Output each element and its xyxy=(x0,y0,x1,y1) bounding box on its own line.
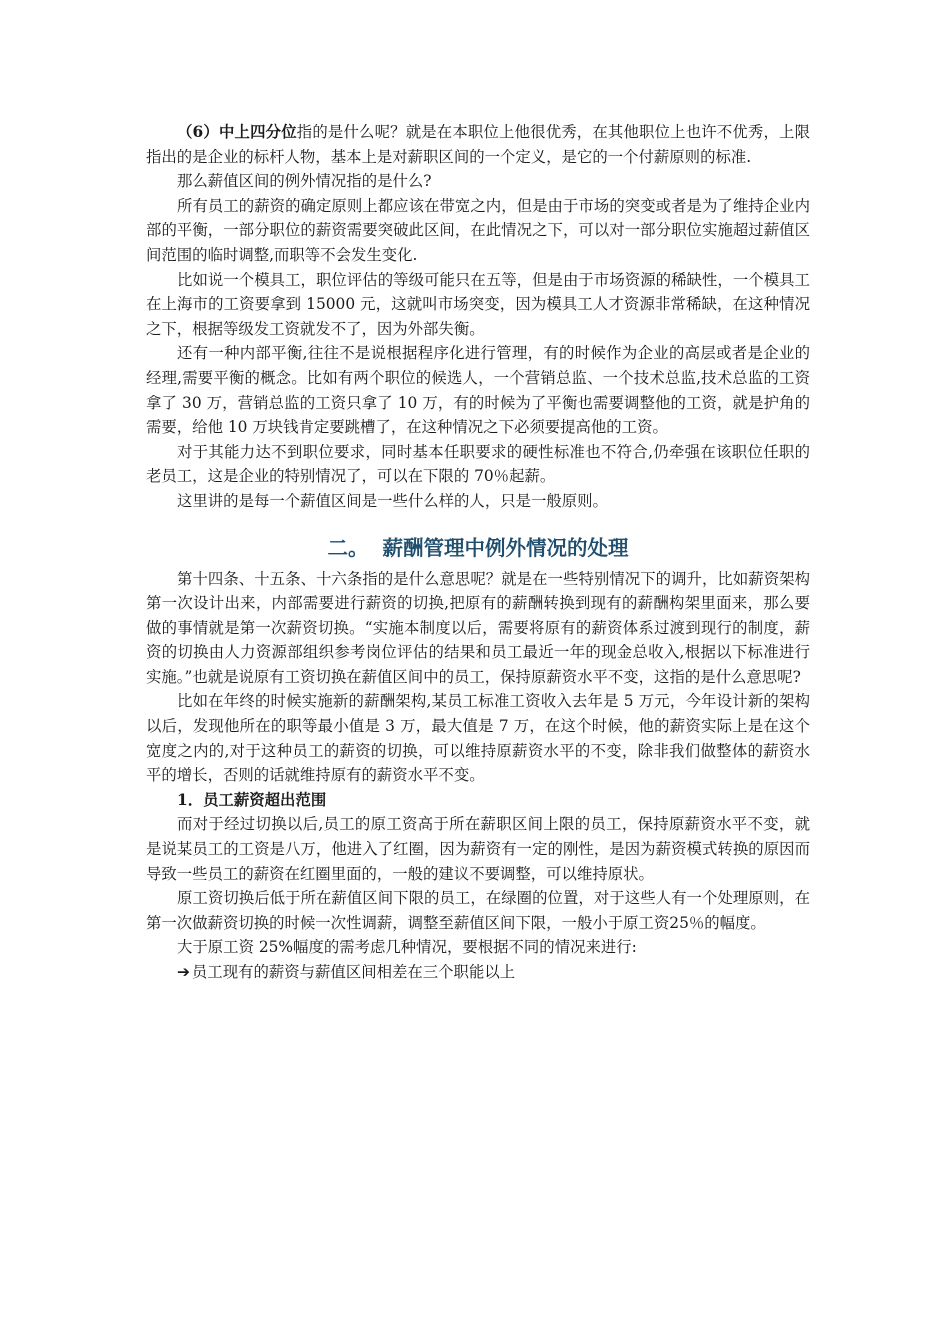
paragraph-old-staff: 对于其能力达不到职位要求，同时基本任职要求的硬性标准也不符合,仍牵强在该职位任职的老员工，这是企业的特别情况了，可以在下限的 70％起薪。 xyxy=(146,442,810,486)
paragraph-internal-balance: 还有一种内部平衡,往往不是说根据程序化进行管理，有的时候作为企业的高层或者是企业的经理,需要平衡的概念。比如有两个职位的候选人，一个营销总监、一个技术总监,技术总监的工资拿了 30 万，营销总监的工资只拿了 10 万，有的时候为了平衡也需要调整他的工资，就是护角的需要，给他 10 万块钱肯定要跳槽了，在这种情况之下必须要提高他的工资。 xyxy=(146,344,810,437)
paragraph-upper-quartile xyxy=(146,120,810,169)
paragraph-green-circle: 原工资切换后低于所在薪值区间下限的员工，在绿圈的位置，对于这些人有一个处理原则，在第一次做薪资切换的时候一次性调薪，调整至薪值区间下限，一般小于原工资25％的幅度。 xyxy=(146,889,810,932)
arrow-right-icon: ➔ xyxy=(177,963,190,981)
section-heading xyxy=(146,533,810,563)
paragraph-question: 那么薪值区间的例外情况指的是什么? xyxy=(177,172,432,191)
paragraph-prefix: （6） xyxy=(177,123,219,141)
paragraph-red-circle: 而对于经过切换以后,员工的原工资高于所在薪职区间上限的员工，保持原薪资水平不变，就是说某员工的工资是八万，他进入了红圈，因为薪资有一定的刚性，是因为薪资模式转换的原因而导致一些员工的薪资在红圈里面的，一般的建议不要调整，可以维持原状。 xyxy=(146,815,810,883)
subheading-salary-out-of-range: 1．员工薪资超出范围 xyxy=(177,790,327,809)
term-upper-quartile: 中上四分位 xyxy=(219,123,297,141)
paragraph-principle: 所有员工的薪资的确定原则上都应该在带宽之内，但是由于市场的突变或者是为了维持企业内部的平衡，一部分职位的薪资需要突破此区间，在此情况之下，可以对一部分职位实施超过薪值区间范围的临时调整,而职等不会发生变化. xyxy=(146,196,810,264)
bullet-item xyxy=(146,960,810,985)
paragraph-text: 指的是什么呢？就是在本职位上他很优秀，在其他职位上也许不优秀，上限指出的是企业的标杆人物，基本上是对薪职区间的一个定义，是它的一个付薪原则的标准. xyxy=(146,123,810,166)
paragraph-general-rule: 这里讲的是每一个薪值区间是一些什么样的人，只是一般原则。 xyxy=(177,491,608,510)
paragraph-over-25: 大于原工资 25%幅度的需考虑几种情况，要根据不同的情况来进行: xyxy=(177,938,637,957)
section-number: 二。 xyxy=(327,535,369,560)
section-title: 薪酬管理中例外情况的处理 xyxy=(382,535,629,560)
bullet-text: 员工现有的薪资与薪值区间相差在三个职能以上 xyxy=(191,963,516,981)
paragraph-mold-worker: 比如说一个模具工，职位评估的等级可能只在五等，但是由于市场资源的稀缺性，一个模具工在上海市的工资要拿到 15000 元，这就叫市场突变，因为模具工人才资源非常稀缺，在这种情况之下，根据等级发工资就发不了，因为外部失衡。 xyxy=(146,270,810,338)
document-body xyxy=(146,120,810,985)
paragraph-articles: 第十四条、十五条、十六条指的是什么意思呢？就是在一些特别情况下的调升，比如薪资架构第一次设计出来，内部需要进行薪资的切换,把原有的薪酬转换到现有的薪酬构架里面来，那么要做的事情就是第一次薪资切换。“实施本制度以后，需要将原有的薪资体系过渡到现行的制度，薪资的切换由人力资源部组织参考岗位评估的结果和员工最近一年的现金总收入,根据以下标准进行实施。”也就是说原有工资切换在薪值区间中的员工，保持原薪资水平不变，这指的是什么意思呢? xyxy=(146,569,810,686)
paragraph-year-end-example: 比如在年终的时候实施新的薪酬架构,某员工标准工资收入去年是 5 万元，今年设计新的架构以后，发现他所在的职等最小值是 3 万，最大值是 7 万，在这个时候，他的薪资实际上是在这个宽度之内的,对于这种员工的薪资的切换，可以维持原薪资水平的不变，除非我们做整体的薪资水平的增长，否则的话就维持原有的薪资水平不变。 xyxy=(146,692,810,785)
